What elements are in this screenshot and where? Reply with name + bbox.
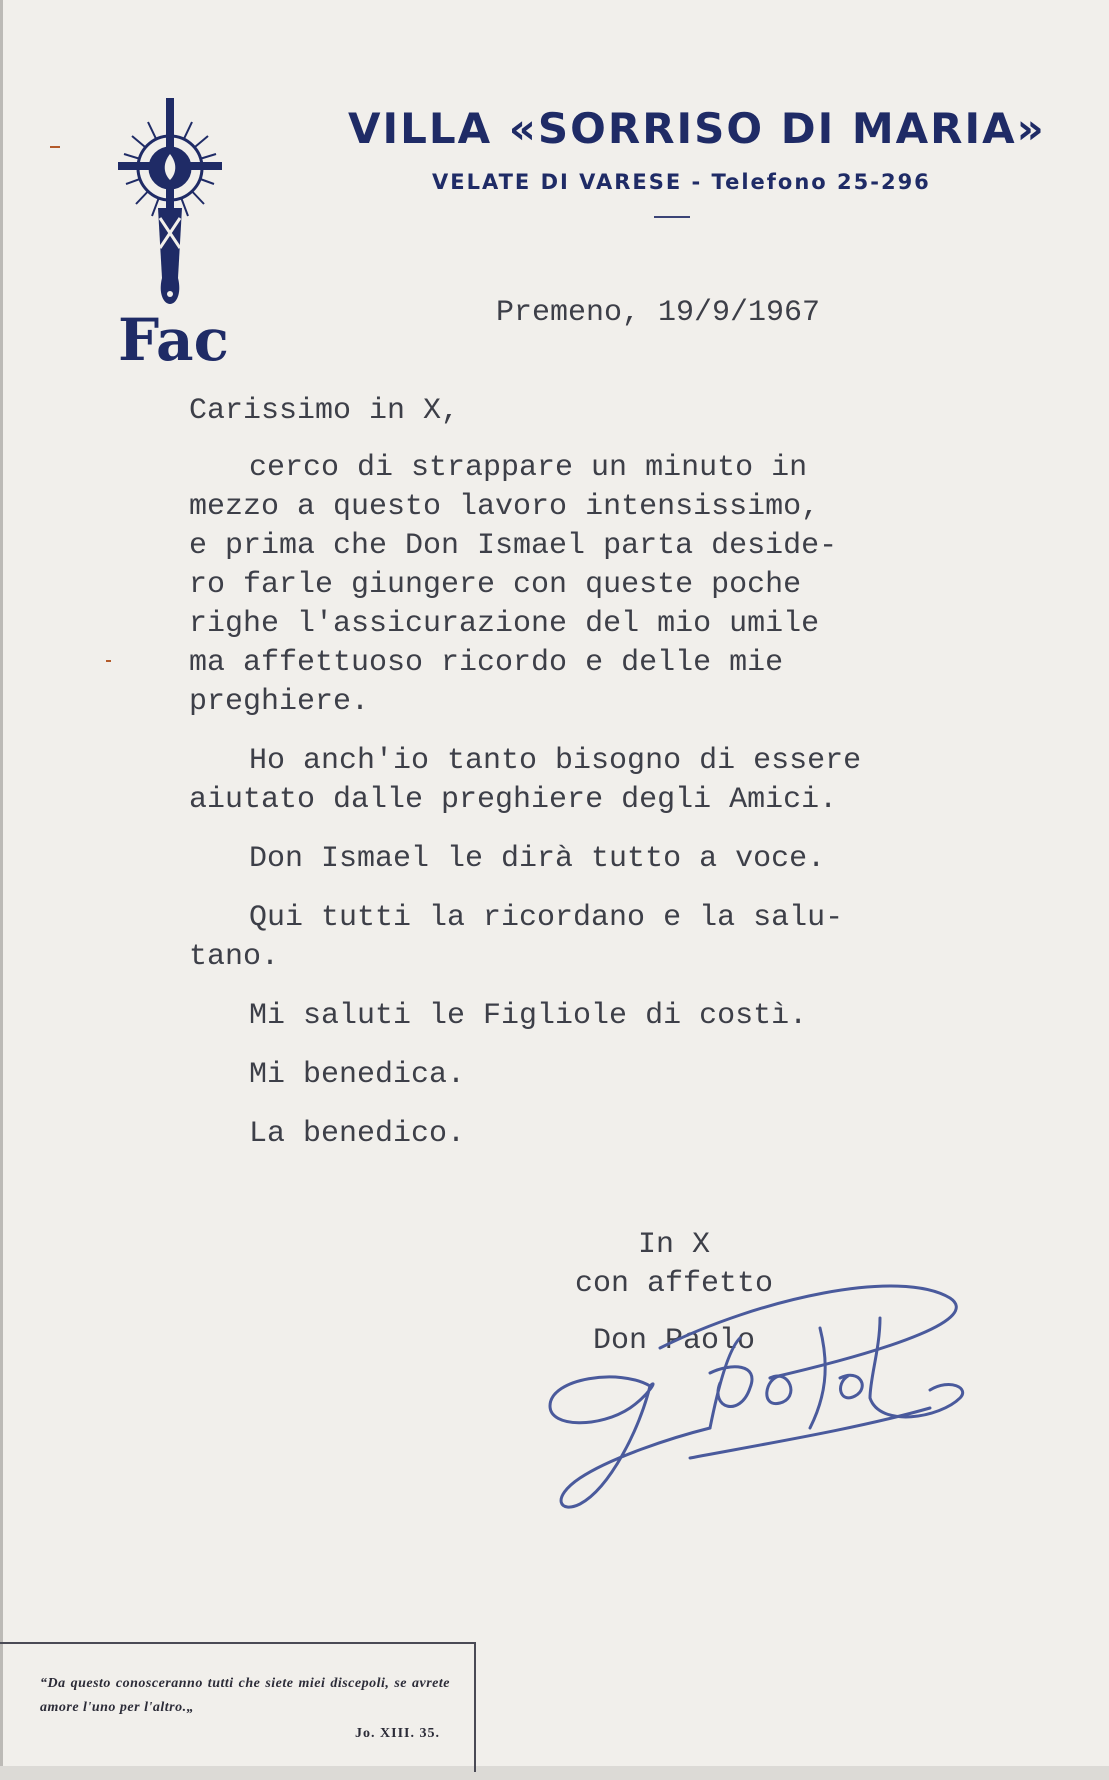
closing-line: In X: [638, 1228, 711, 1262]
body-line: Qui tutti la ricordano e la salu-: [249, 901, 844, 935]
body-line: Mi benedica.: [249, 1058, 466, 1092]
footer-quote-reference: Jo. XIII. 35.: [355, 1726, 440, 1741]
salutation: Carissimo in X,: [189, 394, 460, 428]
body-line: Don Ismael le dirà tutto a voce.: [249, 842, 826, 876]
closing-line: con affetto: [575, 1267, 774, 1301]
fac-monogram: Fac: [118, 306, 229, 374]
institution-name: VILLA «SORRISO DI MARIA»: [348, 104, 1046, 153]
institution-address: VELATE DI VARESE - Telefono 25-296: [432, 170, 931, 194]
body-line: preghiere.: [189, 685, 370, 719]
body-line: cerco di strappare un minuto in: [249, 451, 808, 485]
letter-body: [189, 449, 861, 1154]
cross-emblem-logo: [118, 98, 278, 398]
body-line: righe l'assicurazione del mio umile: [189, 607, 820, 641]
handwritten-signature: [540, 1278, 980, 1518]
body-line: mezzo a questo lavoro intensissimo,: [189, 490, 820, 524]
body-line: tano.: [189, 940, 280, 974]
header-divider: [654, 216, 690, 218]
body-line: ma affettuoso ricordo e delle mie: [189, 646, 784, 680]
body-line: e prima che Don Ismael parta deside-: [189, 529, 838, 563]
margin-mark: [106, 660, 111, 662]
body-line: Ho anch'io tanto bisogno di essere: [249, 744, 862, 778]
closing-name: Don Paolo: [593, 1324, 756, 1358]
footer-quote: “Da questo conosceranno tutti che siete miei discepoli, se avrete amore l'uno per l'altro.„: [40, 1676, 450, 1715]
body-line: Mi saluti le Figliole di costì.: [249, 999, 808, 1033]
body-line: aiutato dalle preghiere degli Amici.: [189, 783, 838, 817]
paper-left-edge: [0, 0, 3, 1780]
body-line: La benedico.: [249, 1117, 466, 1151]
body-line: ro farle giungere con queste poche: [189, 568, 802, 602]
margin-mark: [50, 146, 60, 148]
place-date: Premeno, 19/9/1967: [496, 296, 821, 330]
